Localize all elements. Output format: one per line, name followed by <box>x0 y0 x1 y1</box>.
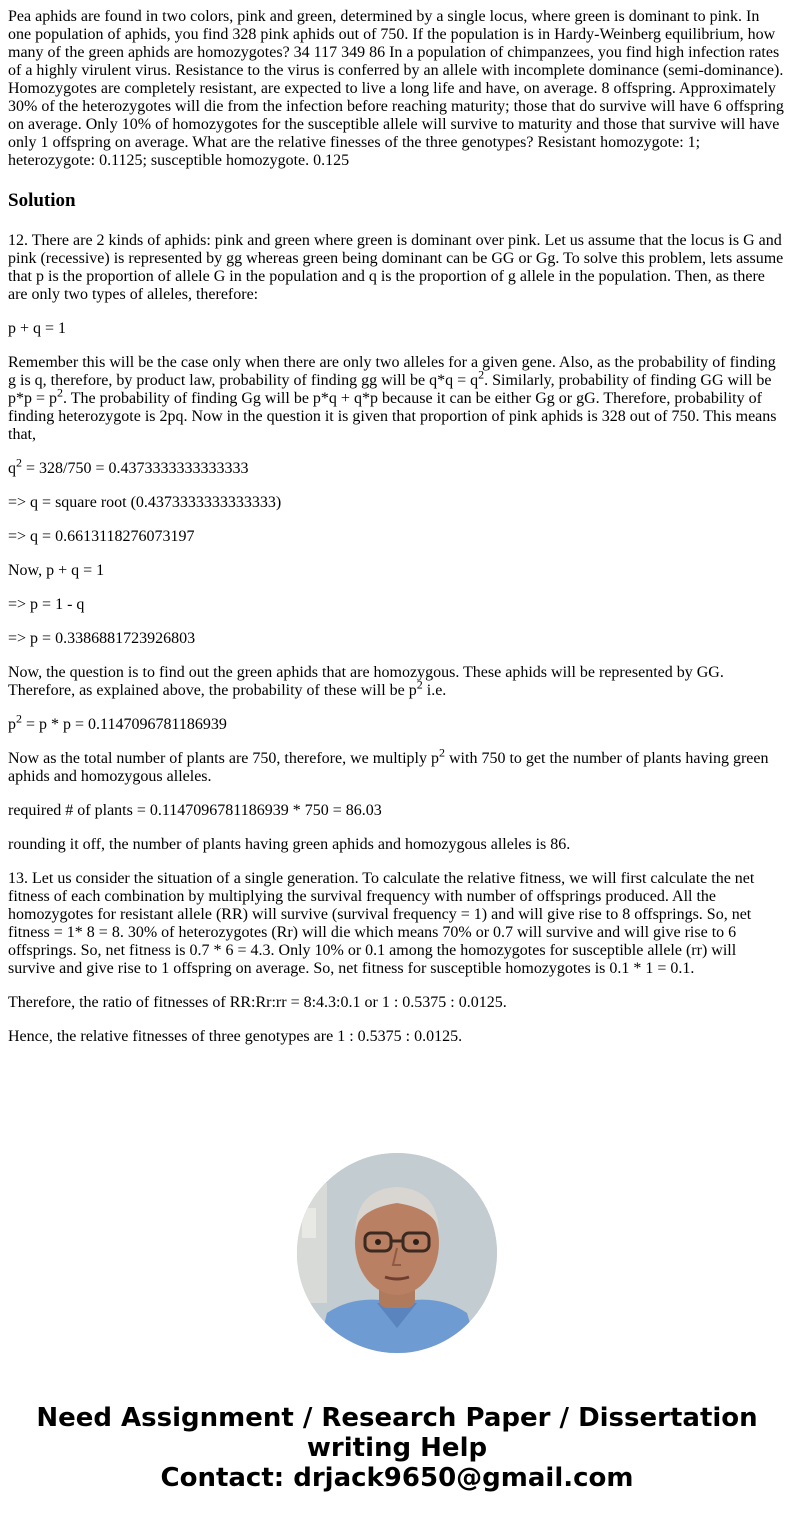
equation-q-value: => q = 0.6613118276073197 <box>8 528 195 545</box>
equation-p-squared: $p^2 = p * p = 0.1147096781186939$ <box>8 711 227 733</box>
solution-12-intro: 12. There are 2 kinds of aphids: pink and green where green is dominant over pink. Let us assume that the locus is G and pink (recessive) is represented by gg whereas green being dominant can be GG or Gg. To solve this problem, lets assume that p is the proportion of allele G in the population and q is the proportion of g allele in the population. Then, as there are only two types of alleles, therefore: <box>8 232 784 303</box>
question-text: Pea aphids are found in two colors, pink and green, determined by a single locus, where green is dominant to pink. In one population of aphids, you find 328 pink aphids out of 750. If the population is in Hardy-Weinberg equilibrium, how many of the green aphids are homozygotes? 34 117 349 86 In a population of chimpanzees, you find high infection rates of a highly virulent virus. Resistance to the virus is conferred by an allele with incomplete dominance (semi-dominance). Homozygotes are completely resistant, are expected to live a long life and have, on average. 8 offspring. Approximately 30% of the heterozygotes will die from the infection before reaching maturity; those that do survive will have 6 offspring on average. Only 10% of homozygotes for the susceptible allele will survive to maturity and those that survive will have only 1 offspring on average. What are the relative finesses of the three genotypes? Resistant homozygote: 1; heterozygote: 0.1125; susceptible homozygote. 0.125 <box>8 8 784 169</box>
ratio-paragraph: Therefore, the ratio of fitnesses of RR:Rr:rr = 8:4.3:0.1 or 1 : 0.5375 : 0.0125. <box>8 994 507 1011</box>
rounding-paragraph: rounding it off, the number of plants having green aphids and homozygous alleles is 86. <box>8 836 571 853</box>
footer-line-2: writing Help <box>306 1433 488 1463</box>
homozygous-paragraph: Now, the question is to find out the green aphids that are homozygous. These aphids will be represented by GG. Therefore, as explained above, the probability of these will be $p^2$ i.e. <box>8 664 724 699</box>
footer-contact: Contact: drjack9650@gmail.com <box>160 1463 634 1493</box>
required-plants: required # of plants = 0.1147096781186939 * 750 = 86.03 <box>8 802 382 819</box>
equation-sum: p + q = 1 <box>8 320 67 337</box>
equation-p: => p = 1 - q <box>8 596 85 613</box>
equation-p-value: => p = 0.3386881723926803 <box>8 630 196 647</box>
author-avatar <box>297 1153 497 1353</box>
solution-13: 13. Let us consider the situation of a single generation. To calculate the relative fitness, we will first calculate the net fitness of each combination by multiplying the survival frequency with number of offsprings produced. All the homozygotes for resistant allele (RR) will survive (survival frequency = 1) and will give rise to 8 offsprings. So, net fitness = 1* 8 = 8. 30% of heterozygotes (Rr) will die which means 70% or 0.7 will survive and will give rise to 6 offsprings. So, net fitness is 0.7 * 6 = 4.3. Only 10% or 0.1 among the homozygotes for susceptible allele (rr) will survive and give rise to 1 offspring on average. So, net fitness for susceptible homozygotes is 0.1 * 1 = 0.1. <box>8 870 755 977</box>
remember-paragraph: Remember this will be the case only when there are only two alleles for a given gene. Also, as the probability of finding g is q, therefore, by product law, probability of finding gg will be $q*q = q^2$. Similarly, probability of finding GG will be $p*p = p^2$. The probability of finding Gg will be p*q + q*p because it can be either Gg or gG. Therefore, probability of finding heterozygote is 2pq. Now in the question it is given that proportion of pink aphids is 328 out of 750. This means that, <box>8 354 777 443</box>
total-plants-paragraph: Now as the total number of plants are 750, therefore, we multiply $p^2$ with 750 to get the number of plants having green aphids and homozygous alleles. <box>8 745 769 785</box>
footer-banner <box>0 1403 794 1493</box>
equation-now: Now, p + q = 1 <box>8 562 105 579</box>
hence-paragraph: Hence, the relative fitnesses of three genotypes are 1 : 0.5375 : 0.0125. <box>8 1028 463 1045</box>
equation-q-sqrt: => q = square root (0.4373333333333333) <box>8 494 282 511</box>
avatar-photo <box>297 1153 497 1353</box>
solution-heading: Solution <box>8 190 76 211</box>
avatar-portrait-illustration <box>297 1153 497 1353</box>
equation-q-squared: $q^2 = 328/750 = 0.4373333333333333$ <box>8 455 249 477</box>
footer-line-1: Need Assignment / Research Paper / Dissertation <box>36 1403 758 1433</box>
